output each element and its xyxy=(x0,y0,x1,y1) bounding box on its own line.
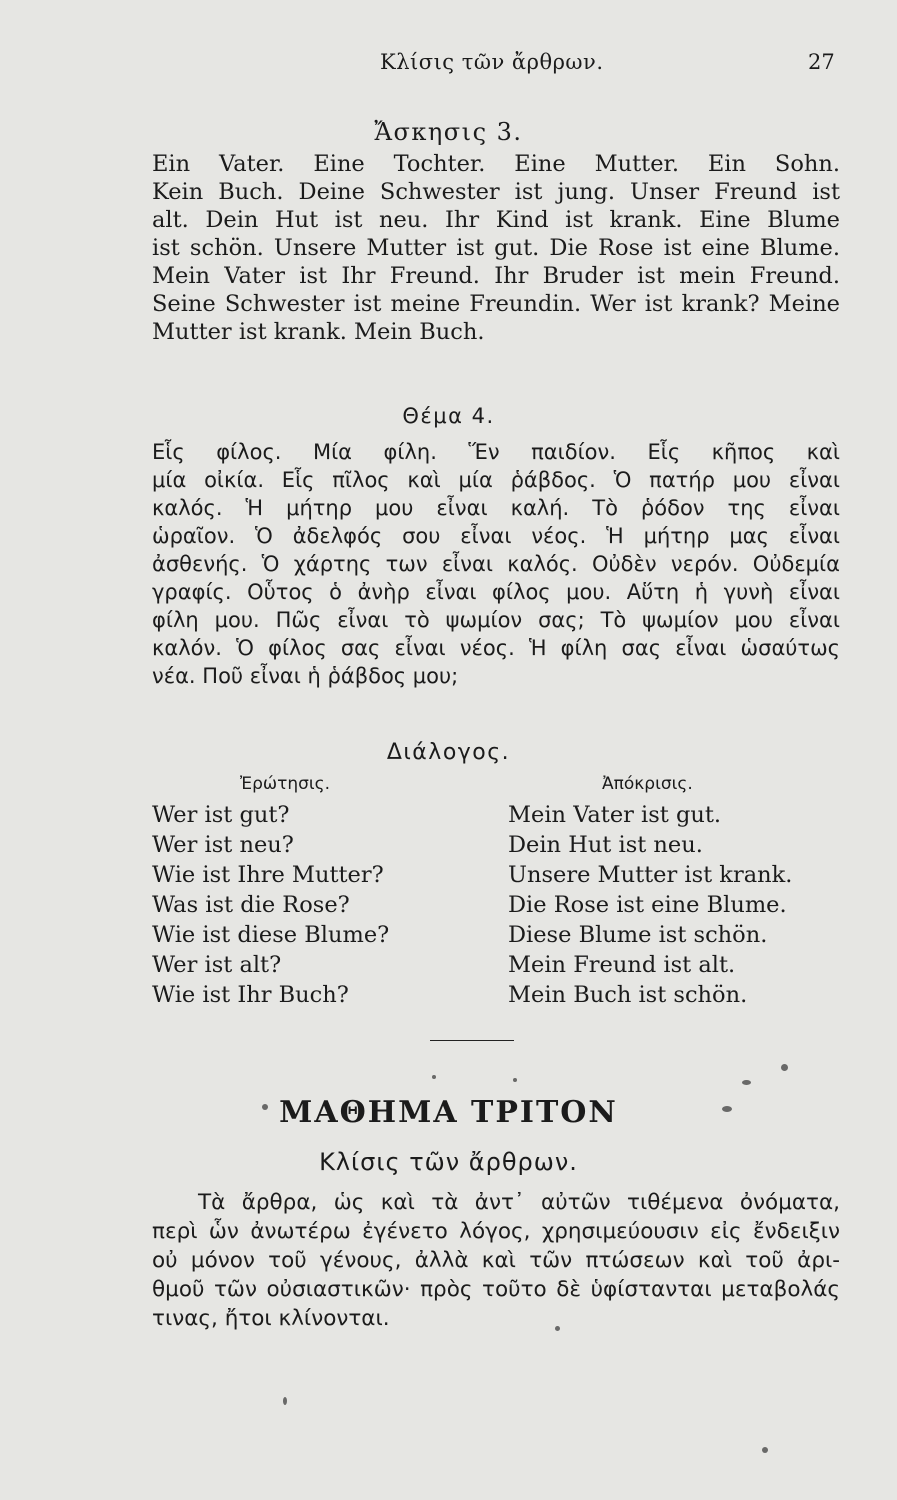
lesson-subheading: Κλίσις τῶν ἄρθρων. xyxy=(319,1148,578,1176)
running-title: Κλίσις τῶν ἄρθρων. xyxy=(380,50,604,74)
question-item: Wer ist neu? xyxy=(152,832,294,858)
theme-line: καλός. Ἡ μήτηρ μου εἶναι καλή. Τὸ ῥόδον της εἶναι xyxy=(152,496,840,520)
section-divider xyxy=(430,1040,514,1041)
ink-speck xyxy=(283,1397,287,1405)
question-item: Wie ist Ihr Buch? xyxy=(152,982,349,1008)
lesson-line: περὶ ὧν ἀνωτέρω ἐγένετο λόγος, χρησιμεύουσιν εἰς ἔνδειξιν xyxy=(152,1219,840,1244)
page-header xyxy=(0,50,897,80)
lesson-line: τινας, ἤτοι κλίνονται. xyxy=(152,1306,390,1331)
theme-line: γραφίς. Οὗτος ὁ ἀνὴρ εἶναι φίλος μου. Αὕτη ἡ γυνὴ εἶναι xyxy=(152,580,840,604)
ink-speck xyxy=(513,1078,517,1082)
ink-speck xyxy=(262,1104,268,1110)
ink-speck xyxy=(742,1080,751,1085)
exercise-line: Seine Schwester ist meine Freundin. Wer ist krank? Meine xyxy=(152,291,840,317)
theme-line: ἀσθενής. Ὁ χάρτης των εἶναι καλός. Οὐδὲν νερόν. Οὐδεμία xyxy=(152,552,840,576)
lesson-line: θμοῦ τῶν οὐσιαστικῶν· πρὸς τοῦτο δὲ ὑφίστανται μεταβολάς xyxy=(152,1277,840,1302)
theme-line: καλόν. Ὁ φίλος σας εἶναι νέος. Ἡ φίλη σας εἶναι ὡσαύτως xyxy=(152,636,840,660)
exercise-line: alt. Dein Hut ist neu. Ihr Kind ist krank. Eine Blume xyxy=(152,207,840,233)
ink-speck xyxy=(781,1064,788,1071)
theme-line: Εἷς φίλος. Μία φίλη. Ἕν παιδίον. Εἷς κῆπος καὶ xyxy=(152,440,840,464)
theme-text xyxy=(152,438,840,690)
exercise-line: Ein Vater. Eine Tochter. Eine Mutter. Ein Sohn. xyxy=(152,151,840,177)
question-list xyxy=(152,800,389,1010)
exercise-text xyxy=(152,150,840,346)
answer-item: Mein Buch ist schön. xyxy=(508,982,748,1008)
theme-line: φίλη μου. Πῶς εἶναι τὸ ψωμίον σας; Τὸ ψωμίον μου εἶναι xyxy=(152,608,840,632)
exercise-line: ist schön. Unsere Mutter ist gut. Die Rose ist eine Blume. xyxy=(152,235,840,261)
answer-item: Diese Blume ist schön. xyxy=(508,922,768,948)
theme-title: Θέμα 4. xyxy=(402,404,495,428)
question-header: Ἐρώτησις. xyxy=(240,774,331,794)
answer-item: Dein Hut ist neu. xyxy=(508,832,703,858)
question-item: Wer ist alt? xyxy=(152,952,282,978)
theme-line: ὡραῖον. Ὁ ἀδελφός σου εἶναι νέος. Ἡ μήτηρ μας εἶναι xyxy=(152,524,840,548)
question-item: Wer ist gut? xyxy=(152,802,290,828)
lesson-heading: ΜΑΘΗΜΑ ΤΡΙΤΟΝ xyxy=(279,1095,618,1130)
answer-item: Unsere Mutter ist krank. xyxy=(508,862,793,888)
answer-item: Mein Vater ist gut. xyxy=(508,802,722,828)
lesson-line: οὐ μόνον τοῦ γένους, ἀλλὰ καὶ τῶν πτώσεων καὶ τοῦ ἀρι- xyxy=(152,1248,840,1273)
page-number: 27 xyxy=(808,50,835,74)
exercise-line: Mein Vater ist Ihr Freund. Ihr Bruder ist mein Freund. xyxy=(152,263,840,289)
exercise-line: Mutter ist krank. Mein Buch. xyxy=(152,319,485,345)
answer-item: Die Rose ist eine Blume. xyxy=(508,892,787,918)
ink-speck xyxy=(762,1447,768,1453)
dialogue-title: Διάλογος. xyxy=(386,740,511,765)
ink-speck xyxy=(555,1326,560,1331)
theme-line: νέα. Ποῦ εἶναι ἡ ῥάβδος μου; xyxy=(152,664,459,688)
answer-item: Mein Freund ist alt. xyxy=(508,952,736,978)
lesson-line: Τὰ ἄρθρα, ὡς καὶ τὰ ἀντ᾽ αὐτῶν τιθέμενα ὀνόματα, xyxy=(198,1190,840,1215)
theme-line: μία οἰκία. Εἷς πῖλος καὶ μία ῥάβδος. Ὁ πατήρ μου εἶναι xyxy=(152,468,840,492)
ink-speck xyxy=(722,1106,732,1112)
exercise-line: Kein Buch. Deine Schwester ist jung. Unser Freund ist xyxy=(152,179,840,205)
question-item: Wie ist Ihre Mutter? xyxy=(152,862,384,888)
question-item: Wie ist diese Blume? xyxy=(152,922,390,948)
question-item: Was ist die Rose? xyxy=(152,892,350,918)
lesson-text xyxy=(152,1188,840,1333)
answer-header: Ἀπόκρισις. xyxy=(602,774,693,794)
ink-speck xyxy=(432,1075,436,1079)
answer-list xyxy=(508,800,792,1010)
exercise-title: Ἄσκησις 3. xyxy=(374,118,523,146)
